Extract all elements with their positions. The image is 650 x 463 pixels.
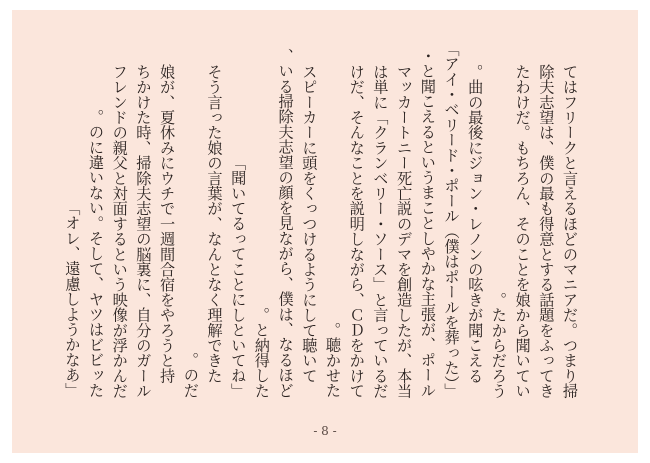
text-line: 「オレ、遠慮しようかなあ」 [63, 200, 82, 398]
text-line: のに違いない。そして、ヤツはビビッた。 [87, 109, 105, 398]
page-number: - 8 - [313, 424, 337, 438]
text-line: と聞こえるというまことしやかな主張が、ポール・ [418, 48, 437, 398]
text-line: は単に「クランベリー・ソース」と言っているだ [371, 63, 390, 398]
text-line: と納得した。 [252, 306, 271, 398]
text-line: 曲の最後にジョン・レノンの呟きが聞こえる。 [466, 63, 485, 398]
text-line: 除夫志望は、僕の最も得意とする話題をふってき [537, 63, 556, 398]
book-page [12, 10, 638, 453]
text-line: てはフリークと言えるほどのマニアだ。つまり掃 [561, 63, 579, 398]
text-line: 「アイ・ベリード・ポール（僕はポールを葬った）」 [442, 40, 461, 398]
text-line: マッカートニー死亡説のデマを創造したが、本当 [395, 63, 414, 398]
text-line: ちかけた時、掃除夫志望の脳裏に、自分のガール [134, 63, 153, 398]
text-line: けだ、そんなことを説明しながら、ＣＤをかけて [347, 63, 366, 398]
text-line: のだ。 [181, 352, 200, 398]
text-line: フレンドの親父と対面するという映像が浮かんだ [110, 63, 129, 398]
text-line: 聴かせた。 [324, 321, 342, 398]
text-line: そう言った娘の言葉が、なんとなく理解できた [205, 63, 224, 398]
text-line: スピーカーに頭をくっつけるようにして聴いて [300, 63, 319, 398]
text-line: たからだろう。 [489, 291, 508, 398]
text-line: たわけだ。もちろん、そのことを娘から聞いてい [513, 63, 532, 398]
vertical-text-body [63, 40, 579, 398]
text-line: いる掃除夫志望の顔を見ながら、僕は、なるほど、 [276, 48, 295, 398]
text-line: 娘が、夏休みにウチで一週間合宿をやろうと持 [158, 63, 177, 398]
text-line: 「聞いてるってことにしといてね」 [229, 154, 248, 398]
